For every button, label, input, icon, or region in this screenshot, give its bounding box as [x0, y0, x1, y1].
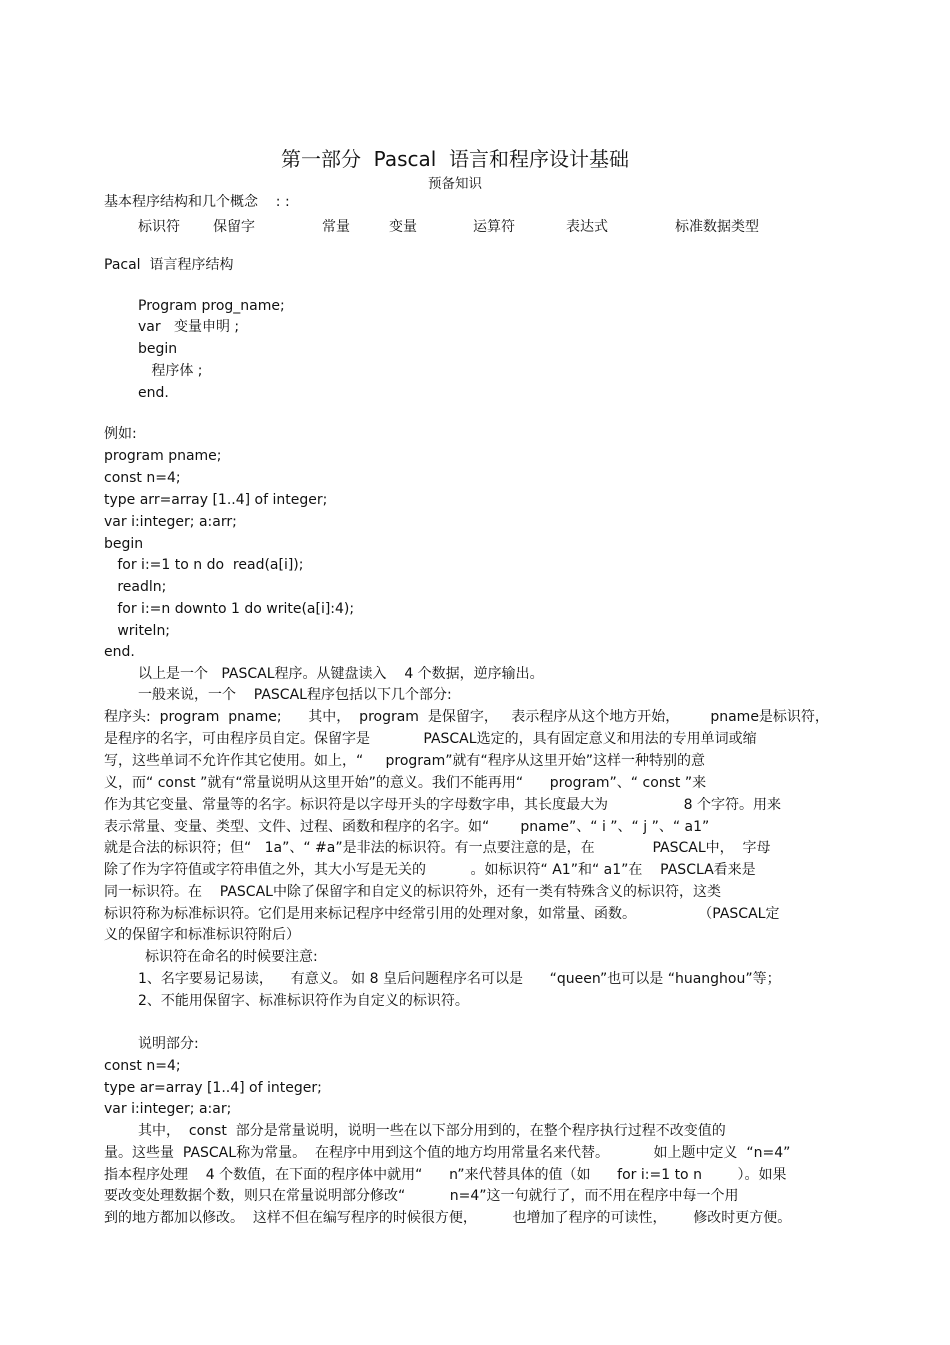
code-line: const n=4;: [104, 470, 181, 486]
text-line: 一般来说，一个 PASCAL程序包括以下几个部分:: [138, 687, 452, 703]
concept-constant: 常量: [322, 219, 350, 235]
code-line: program pname;: [104, 448, 222, 464]
concept-standard-data-type: 标准数据类型: [675, 219, 759, 235]
code-line: var i:integer; a:ar;: [104, 1101, 232, 1117]
declaration-label: 说明部分:: [138, 1036, 199, 1052]
code-line: end.: [138, 385, 169, 401]
concept-expression: 表达式: [566, 219, 608, 235]
code-line: type ar=array [1..4] of integer;: [104, 1080, 322, 1096]
text-line: 其中， const 部分是常量说明，说明一些在以下部分用到的，在整个程序执行过程不改变值的: [138, 1123, 726, 1139]
text-line: 除了作为字符值或字符串值之外，其大小写是无关的 。如标识符“ A1”和“ a1”在 PASCLA看来是: [104, 862, 756, 878]
text-line: 是程序的名字，可由程序员自定。保留字是 PASCAL选定的，具有固定意义和用法的专用单词或缩: [104, 731, 757, 747]
text-line: 义，而“ const ”就有“常量说明从这里开始”的意义。我们不能再用“ program”、“ const ”来: [104, 775, 707, 791]
text-line: 表示常量、变量、类型、文件、过程、函数和程序的名字。如“ pname”、“ i ”、“ j ”、“ a1”: [104, 819, 710, 835]
code-line: writeln;: [104, 623, 171, 639]
structure-heading: Pacal 语言程序结构: [104, 257, 234, 273]
text-line: 1、名字要易记易读， 有意义。 如 8 皇后问题程序名可以是 “queen”也可以是 “huanghou”等；: [138, 971, 781, 987]
text-line: 标识符称为标准标识符。它们是用来标记程序中经常引用的处理对象，如常量、函数。 （PASCAL定: [104, 906, 780, 922]
concept-variable: 变量: [389, 219, 417, 235]
code-line: begin: [104, 536, 144, 552]
code-line: readln;: [104, 579, 167, 595]
code-line: for i:=1 to n do read(a[i]);: [104, 557, 304, 573]
section-heading: 基本程序结构和几个概念 : :: [104, 194, 290, 210]
text-line: 标识符在命名的时候要注意:: [145, 949, 318, 965]
example-label: 例如:: [104, 426, 137, 442]
code-line: Program prog_name;: [138, 298, 285, 314]
text-line: 义的保留字和标准标识符附后）: [104, 927, 300, 943]
text-line: 以上是一个 PASCAL程序。从键盘读入 4 个数据，逆序输出。: [138, 666, 544, 682]
code-line: var i:integer; a:arr;: [104, 514, 237, 530]
text-line: 程序头: program pname; 其中， program 是保留字， 表示程序从这个地方开始， pname是标识符，: [104, 709, 829, 725]
text-line: 量。这些量 PASCAL称为常量。 在程序中用到这个值的地方均用常量名来代替。 如上题中定义 “n=4”: [104, 1145, 791, 1161]
text-line: 同一标识符。在 PASCAL中除了保留字和自定义的标识符外，还有一类有特殊含义的标识符，这类: [104, 884, 721, 900]
code-line: end.: [104, 644, 135, 660]
code-line: type arr=array [1..4] of integer;: [104, 492, 328, 508]
text-line: 写，这些单词不允许作其它使用。如上，“ program”就有“程序从这里开始”这样一种特别的意: [104, 753, 706, 769]
concept-operator: 运算符: [473, 219, 515, 235]
document-title: 第一部分 Pascal 语言和程序设计基础: [280, 147, 630, 171]
code-line: var 变量申明 ;: [138, 319, 240, 335]
text-line: 到的地方都加以修改。 这样不但在编写程序的时候很方便， 也增加了程序的可读性， 修改时更方便。: [104, 1210, 792, 1226]
document-subtitle: 预备知识: [428, 176, 482, 192]
code-line: 程序体 ;: [138, 363, 203, 379]
concept-identifier: 标识符: [138, 219, 180, 235]
text-line: 指本程序处理 4 个数值，在下面的程序体中就用“ n”来代替具体的值（如 for i:=1 to n ）。如果: [104, 1167, 787, 1183]
text-line: 就是合法的标识符；但“ 1a”、“ #a”是非法的标识符。有一点要注意的是，在 PASCAL中， 字母: [104, 840, 771, 856]
code-line: const n=4;: [104, 1058, 181, 1074]
text-line: 作为其它变量、常量等的名字。标识符是以字母开头的字母数字串，其长度最大为 8 个字符。用来: [104, 797, 782, 813]
concept-reserved-word: 保留字: [213, 219, 255, 235]
text-line: 要改变处理数据个数，则只在常量说明部分修改“ n=4”这一句就行了，而不用在程序中每一个用: [104, 1188, 739, 1204]
code-line: for i:=n downto 1 do write(a[i]:4);: [104, 601, 355, 617]
text-line: 2、不能用保留字、标准标识符作为自定义的标识符。: [138, 993, 469, 1009]
code-line: begin: [138, 341, 178, 357]
